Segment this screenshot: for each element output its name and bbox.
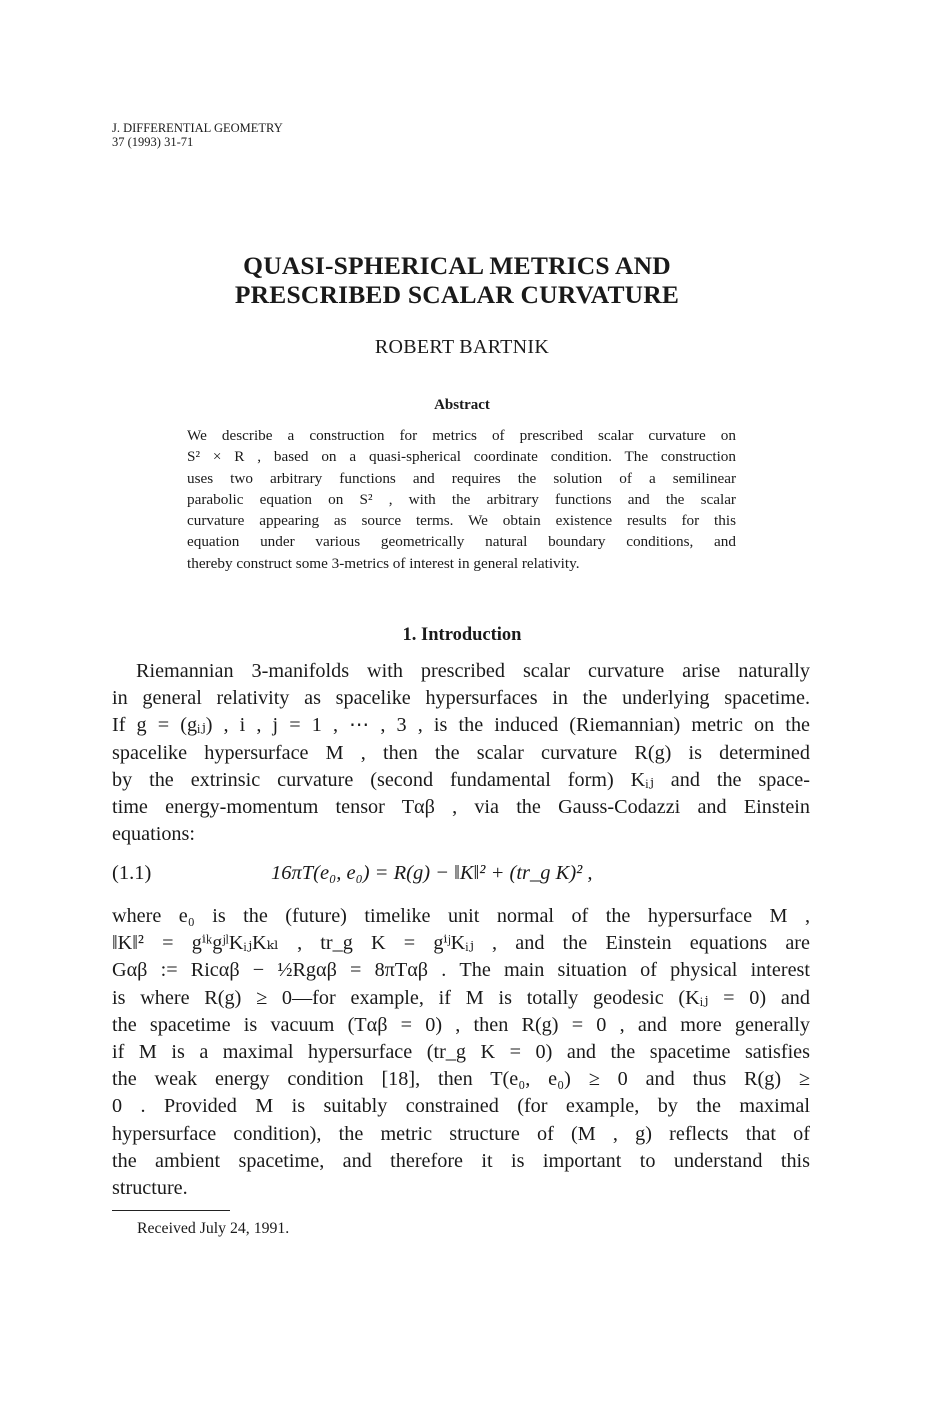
text-line: structure. <box>112 1177 188 1200</box>
text-line: the weak energy condition [18], then T(e₀, e₀) ≥ 0 and thus R(g) ≥ <box>112 1068 810 1091</box>
title-line-1: QUASI-SPHERICAL METRICS AND <box>243 251 671 280</box>
abstract-line: thereby construct some 3-metrics of interest in general relativity. <box>187 554 580 572</box>
abstract-heading: Abstract <box>434 397 490 413</box>
abstract-line: equation under various geometrically natural boundary conditions, and <box>187 533 736 551</box>
text-line: ‖K‖² = gⁱᵏgʲˡKᵢⱼKₖₗ , tr_g K = gⁱʲKᵢⱼ , and the Einstein equations are <box>112 932 810 955</box>
paper-title <box>0 251 944 309</box>
received-date-footnote: Received July 24, 1991. <box>137 1220 290 1237</box>
section-heading: 1. Introduction <box>402 625 522 645</box>
abstract-line: We describe a construction for metrics of prescribed scalar curvature on <box>187 427 736 444</box>
text-line: time energy-momentum tensor Tαβ , via the Gauss-Codazzi and Einstein <box>112 796 810 819</box>
abstract-line: uses two arbitrary functions and requires the solution of a semilinear <box>187 469 736 487</box>
abstract-line: curvature appearing as source terms. We obtain existence results for this <box>187 512 736 530</box>
text-line: by the extrinsic curvature (second fundamental form) Kᵢⱼ and the space- <box>112 768 810 791</box>
author-name: ROBERT BARTNIK <box>374 336 550 358</box>
text-line: Gαβ := Ricαβ − ½Rgαβ = 8πTαβ . The main situation of physical interest <box>112 959 810 982</box>
text-line: is where R(g) ≥ 0—for example, if M is totally geodesic (Kᵢⱼ = 0) and <box>112 986 810 1009</box>
journal-name: J. DIFFERENTIAL GEOMETRY <box>112 121 283 135</box>
intro-paragraph-2 <box>112 903 810 1202</box>
text-line: Riemannian 3-manifolds with prescribed scalar curvature arise naturally <box>136 660 810 682</box>
text-line: hypersurface condition), the metric structure of (M , g) reflects that of <box>112 1122 810 1145</box>
text-line: spacelike hypersurface M , then the scalar curvature R(g) is determined <box>112 741 810 764</box>
text-line: if M is a maximal hypersurface (tr_g K = 0) and the spacetime satisfies <box>112 1041 810 1064</box>
journal-header <box>112 121 283 149</box>
text-line: 0 . Provided M is suitably constrained (for example, by the maximal <box>112 1095 810 1118</box>
abstract-line: S² × R , based on a quasi-spherical coordinate condition. The construction <box>187 448 736 466</box>
title-line-2: PRESCRIBED SCALAR CURVATURE <box>234 280 680 309</box>
text-line: where e₀ is the (future) timelike unit normal of the hypersurface M , <box>112 905 810 927</box>
text-line: the spacetime is vacuum (Tαβ = 0) , then R(g) = 0 , and more generally <box>112 1013 810 1036</box>
abstract-body <box>187 425 736 574</box>
text-line: in general relativity as spacelike hypersurfaces in the underlying spacetime. <box>112 687 810 710</box>
abstract-line: parabolic equation on S² , with the arbitrary functions and the scalar <box>187 490 736 508</box>
footnote-divider <box>112 1210 230 1211</box>
text-line: If g = (gᵢⱼ) , i , j = 1 , ⋯ , 3 , is the induced (Riemannian) metric on the <box>112 714 810 737</box>
equation-label: (1.1) <box>112 862 152 884</box>
text-line: the ambient spacetime, and therefore it is important to understand this <box>112 1149 810 1172</box>
intro-paragraph-1 <box>112 658 810 848</box>
text-line: equations: <box>112 823 195 846</box>
equation-body: 16πT(e₀, e₀) = R(g) − ‖K‖² + (tr_g K)² , <box>271 862 593 884</box>
journal-volume: 37 (1993) 31-71 <box>112 135 194 149</box>
